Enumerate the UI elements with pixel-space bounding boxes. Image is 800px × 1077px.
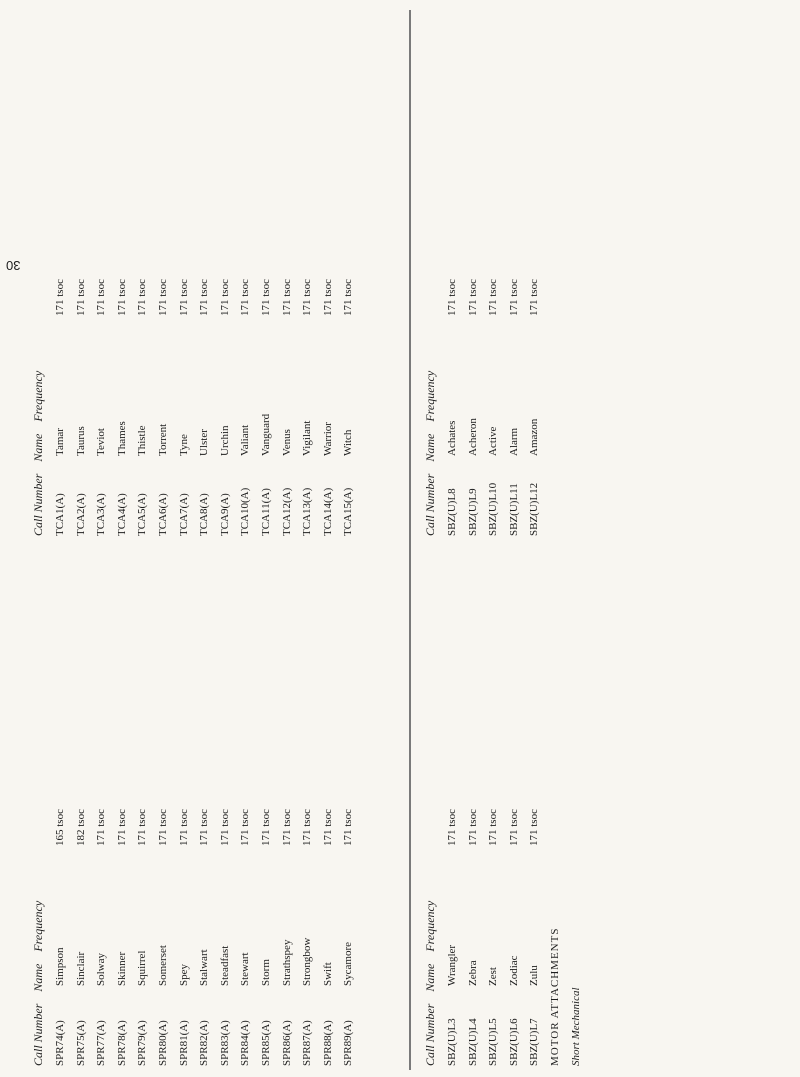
frequency-cell: 171 tsoc	[136, 809, 149, 846]
name-cell: Thames	[115, 421, 128, 456]
left-col-2	[26, 10, 402, 540]
call-number-cell: TCA15(A)	[342, 487, 355, 536]
call-number-cell: SBZ(U)L7	[528, 1018, 541, 1066]
call-number-cell: SBZ(U)L10	[487, 482, 500, 536]
table-row	[112, 15, 133, 536]
section-subtitle: Short Mechanical	[569, 987, 582, 1066]
table-row	[215, 15, 236, 536]
frequency-cell: 171 tsoc	[280, 809, 293, 846]
right-col-2	[418, 10, 794, 540]
call-number-cell: SPR83(A)	[218, 1020, 231, 1066]
call-number-cell: SPR79(A)	[136, 1020, 149, 1066]
call-number-cell: TCA12(A)	[280, 487, 293, 536]
left-panel	[26, 10, 402, 1070]
table-row	[71, 15, 92, 536]
frequency-cell: 171 tsoc	[177, 809, 190, 846]
frequency-cell: 171 tsoc	[259, 809, 272, 846]
table-row	[297, 545, 318, 1066]
header-call-number: Call Number	[423, 473, 437, 536]
frequency-cell: 171 tsoc	[487, 809, 500, 846]
name-cell: Warrior	[321, 422, 334, 456]
table-row	[194, 545, 215, 1066]
call-number-cell: TCA7(A)	[177, 493, 190, 536]
name-cell: Teviot	[95, 428, 108, 456]
call-number-cell: TCA4(A)	[115, 493, 128, 536]
frequency-cell: 171 tsoc	[507, 279, 520, 316]
header-call-number: Call Number	[31, 1003, 45, 1066]
header-frequency: Frequency	[423, 900, 437, 952]
table-row	[483, 545, 504, 1066]
name-cell: Sycamore	[342, 942, 355, 986]
name-cell: Stalwart	[198, 949, 211, 986]
table-row	[318, 545, 339, 1066]
call-number-cell: TCA9(A)	[218, 493, 231, 536]
call-number-cell: SPR87(A)	[301, 1020, 314, 1066]
name-cell: Alarm	[507, 427, 520, 456]
name-cell: Taurus	[74, 426, 87, 456]
frequency-cell: 171 tsoc	[466, 809, 479, 846]
frequency-cell: 171 tsoc	[528, 809, 541, 846]
frequency-cell: 171 tsoc	[156, 809, 169, 846]
panel-divider	[409, 10, 411, 1070]
name-cell: Steadfast	[218, 945, 231, 986]
name-cell: Zest	[487, 967, 500, 986]
table-row	[277, 545, 298, 1066]
name-cell: Active	[487, 426, 500, 456]
frequency-cell: 171 tsoc	[198, 809, 211, 846]
table-row	[91, 15, 112, 536]
call-number-cell: TCA6(A)	[156, 493, 169, 536]
table-row	[256, 15, 277, 536]
name-cell: Zebra	[466, 960, 479, 986]
left-table	[26, 10, 402, 1070]
header-frequency: Frequency	[423, 370, 437, 422]
name-cell: Swift	[321, 962, 334, 986]
table-row	[524, 15, 545, 536]
call-number-cell: TCA14(A)	[321, 487, 334, 536]
frequency-cell: 171 tsoc	[528, 279, 541, 316]
frequency-cell: 171 tsoc	[301, 809, 314, 846]
name-cell: Tamar	[54, 428, 66, 456]
left-col-1	[26, 540, 402, 1070]
table-row	[463, 545, 484, 1066]
call-number-cell: TCA2(A)	[74, 493, 87, 536]
name-cell: Strathspey	[280, 939, 293, 986]
frequency-cell: 171 tsoc	[95, 279, 108, 316]
section-title: MOTOR ATTACHMENTS	[548, 927, 561, 1066]
table-row	[215, 545, 236, 1066]
call-number-cell: SPR89(A)	[342, 1020, 355, 1066]
header-name: Name	[31, 433, 45, 462]
table-row	[338, 545, 359, 1066]
name-cell: Torrent	[156, 423, 169, 456]
frequency-cell: 171 tsoc	[115, 279, 128, 316]
table-row	[112, 545, 133, 1066]
name-cell: Stewart	[239, 952, 252, 986]
frequency-cell: 171 tsoc	[54, 279, 66, 316]
table-row	[442, 15, 463, 536]
table-row	[194, 15, 215, 536]
name-cell: Sinclair	[74, 951, 87, 986]
frequency-cell: 171 tsoc	[446, 809, 458, 846]
header-name: Name	[31, 963, 45, 992]
call-number-cell: SPR77(A)	[95, 1020, 108, 1066]
frequency-cell: 171 tsoc	[74, 279, 87, 316]
table-row	[504, 15, 525, 536]
name-cell: Wrangler	[446, 944, 458, 986]
call-number-cell: TCA8(A)	[198, 493, 211, 536]
call-number-cell: SPR75(A)	[74, 1020, 87, 1066]
name-cell: Ulster	[198, 429, 211, 456]
frequency-cell: 171 tsoc	[259, 279, 272, 316]
call-number-cell: SPR74(A)	[54, 1020, 66, 1066]
call-number-cell: SBZ(U)L3	[446, 1018, 458, 1066]
table-row	[463, 15, 484, 536]
name-cell: Somerset	[156, 945, 169, 986]
frequency-cell: 171 tsoc	[507, 809, 520, 846]
right-col-1	[418, 540, 794, 1070]
frequency-cell: 171 tsoc	[177, 279, 190, 316]
table-row	[338, 15, 359, 536]
page-number: 30	[6, 258, 21, 273]
call-number-cell: SBZ(U)L5	[487, 1018, 500, 1066]
call-number-cell: TCA1(A)	[54, 493, 66, 536]
name-cell: Achates	[446, 420, 458, 456]
name-cell: Amazon	[528, 418, 541, 456]
name-cell: Valiant	[239, 424, 252, 456]
header-frequency: Frequency	[31, 900, 45, 952]
name-cell: Acheron	[466, 418, 479, 456]
table-row	[50, 15, 71, 536]
header-name: Name	[423, 433, 437, 462]
table-row	[153, 15, 174, 536]
call-number-cell: SPR82(A)	[198, 1020, 211, 1066]
name-cell: Spey	[177, 964, 190, 986]
call-number-cell: SBZ(U)L8	[446, 488, 458, 536]
call-number-cell: SPR88(A)	[321, 1020, 334, 1066]
table-row	[442, 545, 463, 1066]
frequency-cell: 171 tsoc	[218, 809, 231, 846]
call-number-cell: SPR84(A)	[239, 1020, 252, 1066]
call-number-cell: SBZ(U)L11	[507, 483, 520, 536]
name-cell: Squirrel	[136, 950, 149, 986]
table-row	[256, 545, 277, 1066]
table-row	[297, 15, 318, 536]
name-cell: Zulu	[528, 965, 541, 986]
name-cell: Solway	[95, 953, 108, 986]
table-row	[71, 545, 92, 1066]
name-cell: Witch	[342, 429, 355, 456]
table-row	[524, 545, 545, 1066]
name-cell: Vanguard	[259, 413, 272, 456]
frequency-cell: 171 tsoc	[239, 279, 252, 316]
frequency-cell: 171 tsoc	[321, 279, 334, 316]
frequency-cell: 171 tsoc	[321, 809, 334, 846]
table-row	[91, 545, 112, 1066]
call-number-cell: SBZ(U)L9	[466, 488, 479, 536]
frequency-cell: 171 tsoc	[446, 279, 458, 316]
right-panel	[418, 10, 794, 1070]
frequency-cell: 165 tsoc	[54, 809, 66, 846]
table-row	[153, 545, 174, 1066]
rotated-content	[26, 10, 791, 1070]
table-row	[50, 545, 71, 1066]
table-row	[318, 15, 339, 536]
frequency-cell: 171 tsoc	[342, 279, 355, 316]
frequency-cell: 171 tsoc	[95, 809, 108, 846]
call-number-cell: TCA13(A)	[301, 487, 314, 536]
name-cell: Simpson	[54, 947, 66, 986]
right-table	[418, 10, 794, 1070]
call-number-cell: TCA10(A)	[239, 487, 252, 536]
frequency-cell: 171 tsoc	[342, 809, 355, 846]
header-call-number: Call Number	[31, 473, 45, 536]
frequency-cell: 171 tsoc	[301, 279, 314, 316]
frequency-cell: 171 tsoc	[136, 279, 149, 316]
call-number-cell: SBZ(U)L12	[528, 482, 541, 536]
call-number-cell: TCA11(A)	[259, 488, 272, 536]
call-number-cell: SBZ(U)L4	[466, 1018, 479, 1066]
table-row	[174, 15, 195, 536]
frequency-cell: 171 tsoc	[239, 809, 252, 846]
frequency-cell: 171 tsoc	[218, 279, 231, 316]
call-number-cell: SPR78(A)	[115, 1020, 128, 1066]
call-number-cell: SPR81(A)	[177, 1020, 190, 1066]
table-row	[504, 545, 525, 1066]
name-cell: Tyne	[177, 434, 190, 456]
table-row	[483, 15, 504, 536]
frequency-cell: 171 tsoc	[156, 279, 169, 316]
table-row	[132, 545, 153, 1066]
frequency-cell: 171 tsoc	[280, 279, 293, 316]
name-cell: Zodiac	[507, 955, 520, 986]
frequency-cell: 171 tsoc	[487, 279, 500, 316]
frequency-cell: 171 tsoc	[466, 279, 479, 316]
frequency-cell: 171 tsoc	[198, 279, 211, 316]
header-name: Name	[423, 963, 437, 992]
table-row	[235, 15, 256, 536]
name-cell: Urchin	[218, 425, 231, 456]
name-cell: Strongbow	[301, 937, 314, 986]
call-number-cell: SPR85(A)	[259, 1020, 272, 1066]
name-cell: Storm	[259, 959, 272, 986]
name-cell: Thistle	[136, 425, 149, 456]
name-cell: Vigilant	[301, 420, 314, 456]
call-number-cell: TCA3(A)	[95, 493, 108, 536]
call-number-cell: SBZ(U)L6	[507, 1018, 520, 1066]
call-number-cell: SPR80(A)	[156, 1020, 169, 1066]
header-frequency: Frequency	[31, 370, 45, 422]
call-number-cell: TCA5(A)	[136, 493, 149, 536]
table-row	[174, 545, 195, 1066]
table-row	[235, 545, 256, 1066]
name-cell: Venus	[280, 429, 293, 456]
name-cell: Skinner	[115, 951, 128, 986]
table-row	[132, 15, 153, 536]
table-row	[277, 15, 298, 536]
call-number-cell: SPR86(A)	[280, 1020, 293, 1066]
frequency-cell: 171 tsoc	[115, 809, 128, 846]
header-call-number: Call Number	[423, 1003, 437, 1066]
frequency-cell: 182 tsoc	[74, 809, 87, 846]
